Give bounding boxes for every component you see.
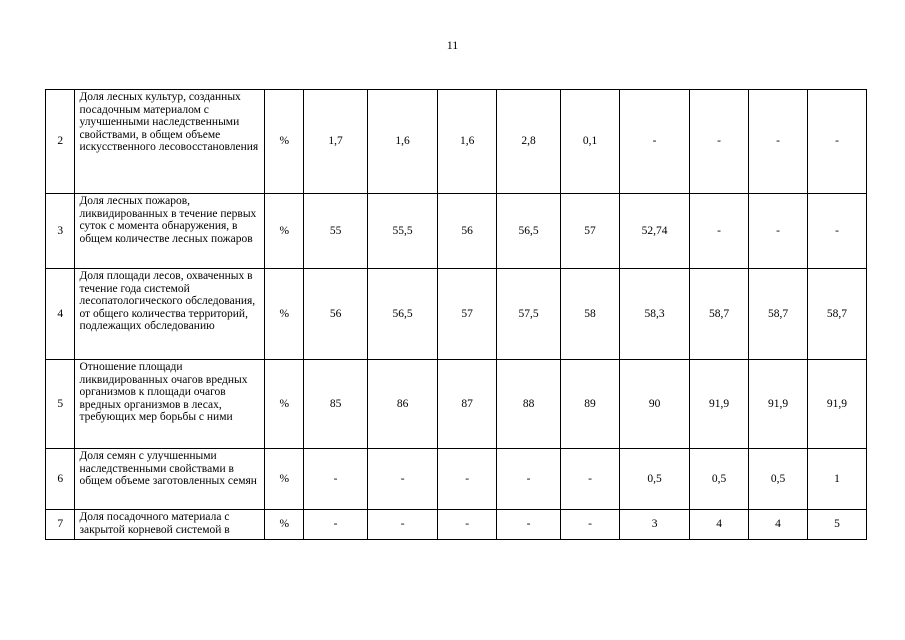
value-cell: 58,7 bbox=[690, 269, 749, 360]
value-cell: - bbox=[807, 194, 866, 269]
value-cell: - bbox=[438, 510, 497, 540]
indicator-name: Доля лесных пожаров, ликвидированных в течение первых суток с момента обнаружения, в общем количестве лесных пожаров bbox=[75, 194, 265, 269]
indicator-name: Доля лесных культур, созданных посадочным материалом с улучшенными наследственными свойствами, в общем объеме искусственного лесовосстановления bbox=[75, 90, 265, 194]
value-cell: 3 bbox=[620, 510, 690, 540]
value-cell: 55,5 bbox=[368, 194, 438, 269]
indicators-table bbox=[45, 89, 867, 540]
value-cell: - bbox=[497, 449, 561, 510]
value-cell: 91,9 bbox=[749, 360, 808, 449]
value-cell: 4 bbox=[749, 510, 808, 540]
row-number: 7 bbox=[46, 510, 75, 540]
value-cell: 57,5 bbox=[497, 269, 561, 360]
value-cell: 2,8 bbox=[497, 90, 561, 194]
row-number: 6 bbox=[46, 449, 75, 510]
page-number: 11 bbox=[446, 38, 459, 52]
unit-cell: % bbox=[265, 194, 304, 269]
value-cell: - bbox=[561, 510, 620, 540]
value-cell: - bbox=[497, 510, 561, 540]
table-row bbox=[46, 360, 867, 449]
value-cell: - bbox=[749, 194, 808, 269]
row-number: 2 bbox=[46, 90, 75, 194]
unit-cell: % bbox=[265, 90, 304, 194]
value-cell: - bbox=[304, 510, 368, 540]
value-cell: 91,9 bbox=[807, 360, 866, 449]
value-cell: 58,7 bbox=[749, 269, 808, 360]
value-cell: - bbox=[749, 90, 808, 194]
value-cell: - bbox=[561, 449, 620, 510]
value-cell: - bbox=[620, 90, 690, 194]
value-cell: 0,5 bbox=[690, 449, 749, 510]
value-cell: 57 bbox=[438, 269, 497, 360]
table-row bbox=[46, 269, 867, 360]
value-cell: - bbox=[690, 90, 749, 194]
row-number: 3 bbox=[46, 194, 75, 269]
value-cell: 58 bbox=[561, 269, 620, 360]
value-cell: 1,6 bbox=[438, 90, 497, 194]
value-cell: 56,5 bbox=[497, 194, 561, 269]
value-cell: 1,6 bbox=[368, 90, 438, 194]
value-cell: 0,1 bbox=[561, 90, 620, 194]
value-cell: 91,9 bbox=[690, 360, 749, 449]
table-row bbox=[46, 194, 867, 269]
value-cell: 0,5 bbox=[620, 449, 690, 510]
row-number: 5 bbox=[46, 360, 75, 449]
table-row bbox=[46, 510, 867, 540]
value-cell: 4 bbox=[690, 510, 749, 540]
value-cell: 52,74 bbox=[620, 194, 690, 269]
value-cell: 87 bbox=[438, 360, 497, 449]
indicator-name: Доля площади лесов, охваченных в течение года системой лесопатологического обследования, от общего количества территорий, подлежащих обследованию bbox=[75, 269, 265, 360]
value-cell: 58,3 bbox=[620, 269, 690, 360]
unit-cell: % bbox=[265, 360, 304, 449]
value-cell: - bbox=[368, 449, 438, 510]
indicator-name: Отношение площади ликвидированных очагов вредных организмов к площади очагов вредных организмов в лесах, требующих мер борьбы с ними bbox=[75, 360, 265, 449]
indicator-name: Доля семян с улучшенными наследственными свойствами в общем объеме заготовленных семян bbox=[75, 449, 265, 510]
value-cell: 56 bbox=[438, 194, 497, 269]
unit-cell: % bbox=[265, 510, 304, 540]
table-row bbox=[46, 449, 867, 510]
value-cell: - bbox=[690, 194, 749, 269]
value-cell: 55 bbox=[304, 194, 368, 269]
value-cell: 89 bbox=[561, 360, 620, 449]
value-cell: 57 bbox=[561, 194, 620, 269]
value-cell: - bbox=[368, 510, 438, 540]
value-cell: - bbox=[304, 449, 368, 510]
value-cell: 1 bbox=[807, 449, 866, 510]
value-cell: 85 bbox=[304, 360, 368, 449]
value-cell: 0,5 bbox=[749, 449, 808, 510]
value-cell: 90 bbox=[620, 360, 690, 449]
value-cell: 88 bbox=[497, 360, 561, 449]
row-number: 4 bbox=[46, 269, 75, 360]
value-cell: - bbox=[807, 90, 866, 194]
value-cell: - bbox=[438, 449, 497, 510]
value-cell: 5 bbox=[807, 510, 866, 540]
unit-cell: % bbox=[265, 449, 304, 510]
indicator-name: Доля посадочного материала с закрытой корневой системой в bbox=[75, 510, 265, 540]
value-cell: 86 bbox=[368, 360, 438, 449]
table-row bbox=[46, 90, 867, 194]
value-cell: 58,7 bbox=[807, 269, 866, 360]
unit-cell: % bbox=[265, 269, 304, 360]
value-cell: 1,7 bbox=[304, 90, 368, 194]
value-cell: 56 bbox=[304, 269, 368, 360]
value-cell: 56,5 bbox=[368, 269, 438, 360]
